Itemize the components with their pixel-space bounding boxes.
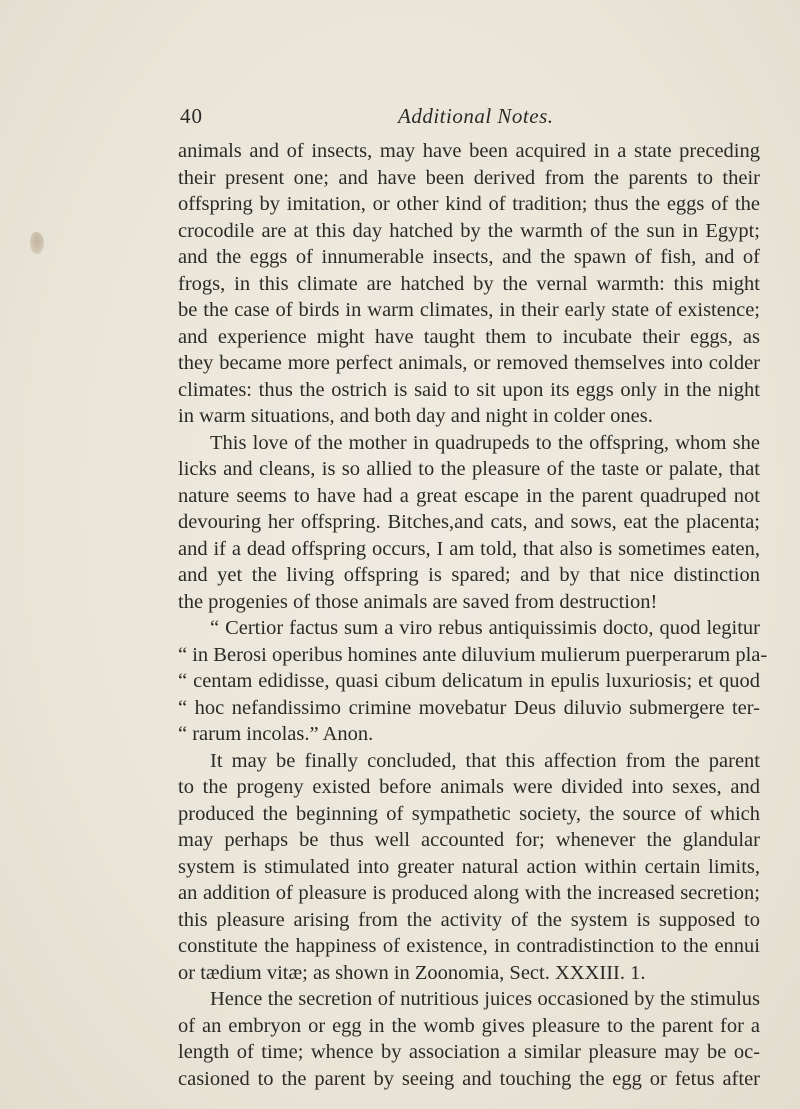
text-line: in warm situations, and both day and night in colder ones. <box>178 405 653 427</box>
quotation-line: “ rarum incolas.” Anon. <box>178 723 374 745</box>
quotation-line: “ centam edidisse, quasi cibum delicatum in epulis luxuriosis; et quod <box>178 670 760 692</box>
page-number: 40 <box>180 104 203 128</box>
text-line: their present one; and have been derived from the parents to their <box>178 166 760 189</box>
text-line: crocodile are at this day hatched by the warmth of the sun in Egypt; <box>178 219 760 242</box>
quotation-line: “ hoc nefandissimo crimine movebatur Deus diluvio submergere ter- <box>178 696 760 719</box>
paragraph-start-line: It may be finally concluded, that this affection from the parent <box>210 749 760 772</box>
running-title: Additional Notes. <box>398 104 554 128</box>
text-line: system is stimulated into greater natural action within certain limits, <box>178 855 760 878</box>
paper-stain <box>30 232 44 254</box>
text-line: to the progeny existed before animals were divided into sexes, and <box>178 776 760 798</box>
text-line: frogs, in this climate are hatched by the vernal warmth: this might <box>178 272 760 295</box>
text-line: length of time; whence by association a similar pleasure may be oc- <box>178 1041 760 1063</box>
text-line: devouring her offspring. Bitches,and cats, and sows, eat the placenta; <box>178 511 760 533</box>
text-line: and experience might have taught them to incubate their eggs, as <box>178 325 760 348</box>
text-line: an addition of pleasure is produced along with the increased secretion; <box>178 882 760 904</box>
text-line: and if a dead offspring occurs, I am told, that also is sometimes eaten, <box>178 537 760 560</box>
text-line: they became more perfect animals, or removed themselves into colder <box>178 352 760 374</box>
paragraph-start-line: This love of the mother in quadrupeds to the offspring, whom she <box>210 431 760 454</box>
text-line: and the eggs of innumerable insects, and the spawn of fish, and of <box>178 246 760 268</box>
quotation-line: “ Certior factus sum a viro rebus antiquissimis docto, quod legitur <box>210 617 760 639</box>
paragraph-start-line: Hence the secretion of nutritious juices occasioned by the stimulus <box>210 988 760 1010</box>
text-line: and yet the living offspring is spared; and by that nice distinction <box>178 564 760 586</box>
text-line: animals and of insects, may have been acquired in a state preceding <box>178 140 760 162</box>
text-line: climates: thus the ostrich is said to sit upon its eggs only in the night <box>178 378 760 401</box>
text-line: or tædium vitæ; as shown in Zoonomia, Sect. XXXIII. 1. <box>178 961 646 984</box>
text-line: nature seems to have had a great escape in the parent quadruped not <box>178 484 760 507</box>
text-line: the progenies of those animals are saved from destruction! <box>178 590 658 613</box>
text-line: be the case of birds in warm climates, in their early state of existence; <box>178 299 760 321</box>
quotation-line: “ in Berosi operibus homines ante diluvium mulierum puerperarum pla- <box>178 643 768 666</box>
text-line: of an embryon or egg in the womb gives pleasure to the parent for a <box>178 1014 760 1037</box>
body-text <box>178 138 768 1092</box>
text-line: casioned to the parent by seeing and touching the egg or fetus after <box>178 1067 760 1090</box>
text-line: constitute the happiness of existence, in contradistinction to the ennui <box>178 935 760 957</box>
text-line: produced the beginning of sympathetic society, the source of which <box>178 802 760 825</box>
text-line: licks and cleans, is so allied to the pleasure of the taste or palate, that <box>178 458 760 480</box>
text-line: offspring by imitation, or other kind of tradition; thus the eggs of the <box>178 193 760 215</box>
text-line: this pleasure arising from the activity of the system is supposed to <box>178 908 760 931</box>
text-line: may perhaps be thus well accounted for; whenever the glandular <box>178 829 760 851</box>
page-header <box>180 104 740 134</box>
